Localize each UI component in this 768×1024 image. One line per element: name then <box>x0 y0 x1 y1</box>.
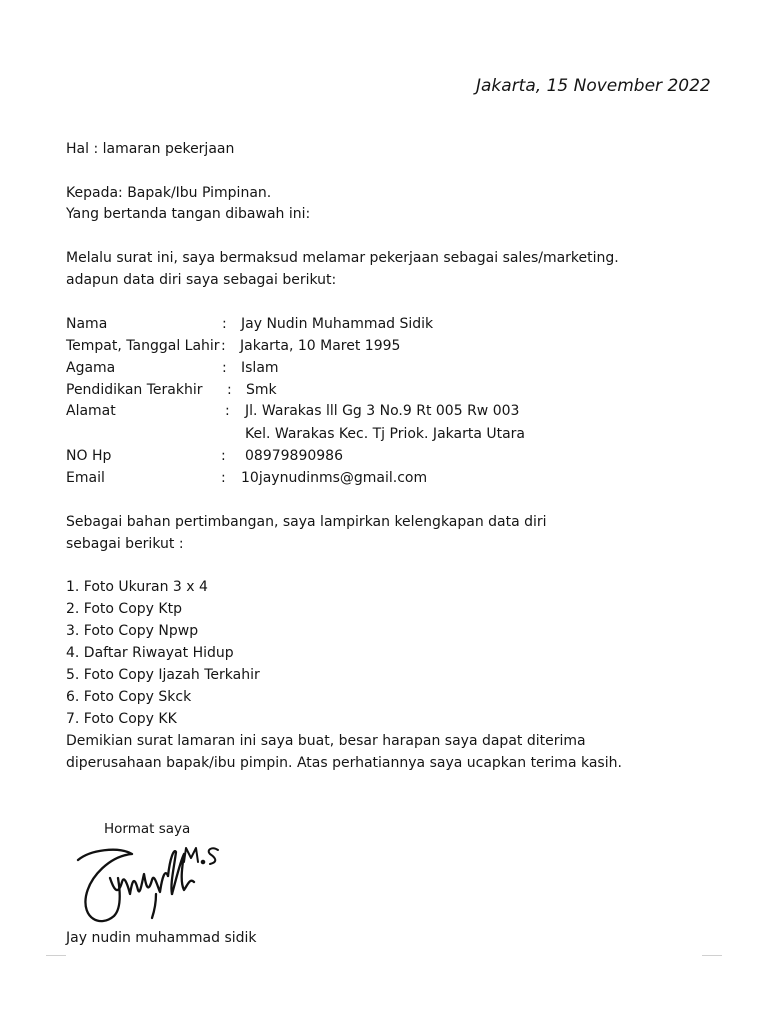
closing-paragraph-line-2: diperusahaan bapak/ibu pimpin. Atas perhatiannya saya ucapkan terima kasih. <box>66 755 622 771</box>
recipient-line: Kepada: Bapak/Ibu Pimpinan. <box>66 185 272 201</box>
page-edge-mark-left <box>46 955 66 956</box>
personal-label-name: Nama <box>66 316 108 332</box>
page-edge-mark-right <box>702 955 722 956</box>
colon: : <box>222 316 227 332</box>
signatory-name: Jay nudin muhammad sidik <box>66 930 257 946</box>
personal-label-religion: Agama <box>66 360 116 376</box>
salutation-line: Yang bertanda tangan dibawah ini: <box>66 206 311 222</box>
letter-date: Jakarta, 15 November 2022 <box>476 76 711 96</box>
list-item: 7. Foto Copy KK <box>66 711 177 727</box>
personal-label-phone: NO Hp <box>66 448 112 464</box>
personal-label-email: Email <box>66 470 105 486</box>
closing-paragraph-line-1: Demikian surat lamaran ini saya buat, besar harapan saya dapat diterima <box>66 733 586 749</box>
personal-value-name: Jay Nudin Muhammad Sidik <box>241 316 434 332</box>
letter-subject: Hal : lamaran pekerjaan <box>66 141 235 157</box>
list-item: 3. Foto Copy Npwp <box>66 623 199 639</box>
colon: : <box>221 470 226 486</box>
signature-greeting: Hormat saya <box>104 821 191 837</box>
personal-value-address-line-2: Kel. Warakas Kec. Tj Priok. Jakarta Utara <box>245 426 526 442</box>
handwritten-signature <box>70 838 240 933</box>
attachments-intro-line-1: Sebagai bahan pertimbangan, saya lampirkan kelengkapan data diri <box>66 514 547 530</box>
personal-value-birth: Jakarta, 10 Maret 1995 <box>240 338 401 354</box>
list-item: 2. Foto Copy Ktp <box>66 601 182 617</box>
list-item: 4. Daftar Riwayat Hidup <box>66 645 234 661</box>
intro-paragraph-line-1: Melalu surat ini, saya bermaksud melamar pekerjaan sebagai sales/marketing. <box>66 250 619 266</box>
colon: : <box>227 382 232 398</box>
list-item: 6. Foto Copy Skck <box>66 689 192 705</box>
colon: : <box>221 448 226 464</box>
attachments-intro-line-2: sebagai berikut : <box>66 536 184 552</box>
personal-value-phone: 08979890986 <box>245 448 343 464</box>
personal-label-birth: Tempat, Tanggal Lahir <box>66 338 220 354</box>
colon: : <box>225 403 230 419</box>
personal-value-email: 10jaynudinms@gmail.com <box>241 470 428 486</box>
personal-value-education: Smk <box>246 382 277 398</box>
personal-label-education: Pendidikan Terakhir <box>66 382 203 398</box>
intro-paragraph-line-2: adapun data diri saya sebagai berikut: <box>66 272 337 288</box>
personal-label-address: Alamat <box>66 403 116 419</box>
list-item: 5. Foto Copy Ijazah Terkahir <box>66 667 260 683</box>
colon: : <box>221 338 226 354</box>
colon: : <box>222 360 227 376</box>
list-item: 1. Foto Ukuran 3 x 4 <box>66 579 208 595</box>
personal-value-address-line-1: Jl. Warakas lll Gg 3 No.9 Rt 005 Rw 003 <box>245 403 520 419</box>
personal-value-religion: Islam <box>241 360 279 376</box>
